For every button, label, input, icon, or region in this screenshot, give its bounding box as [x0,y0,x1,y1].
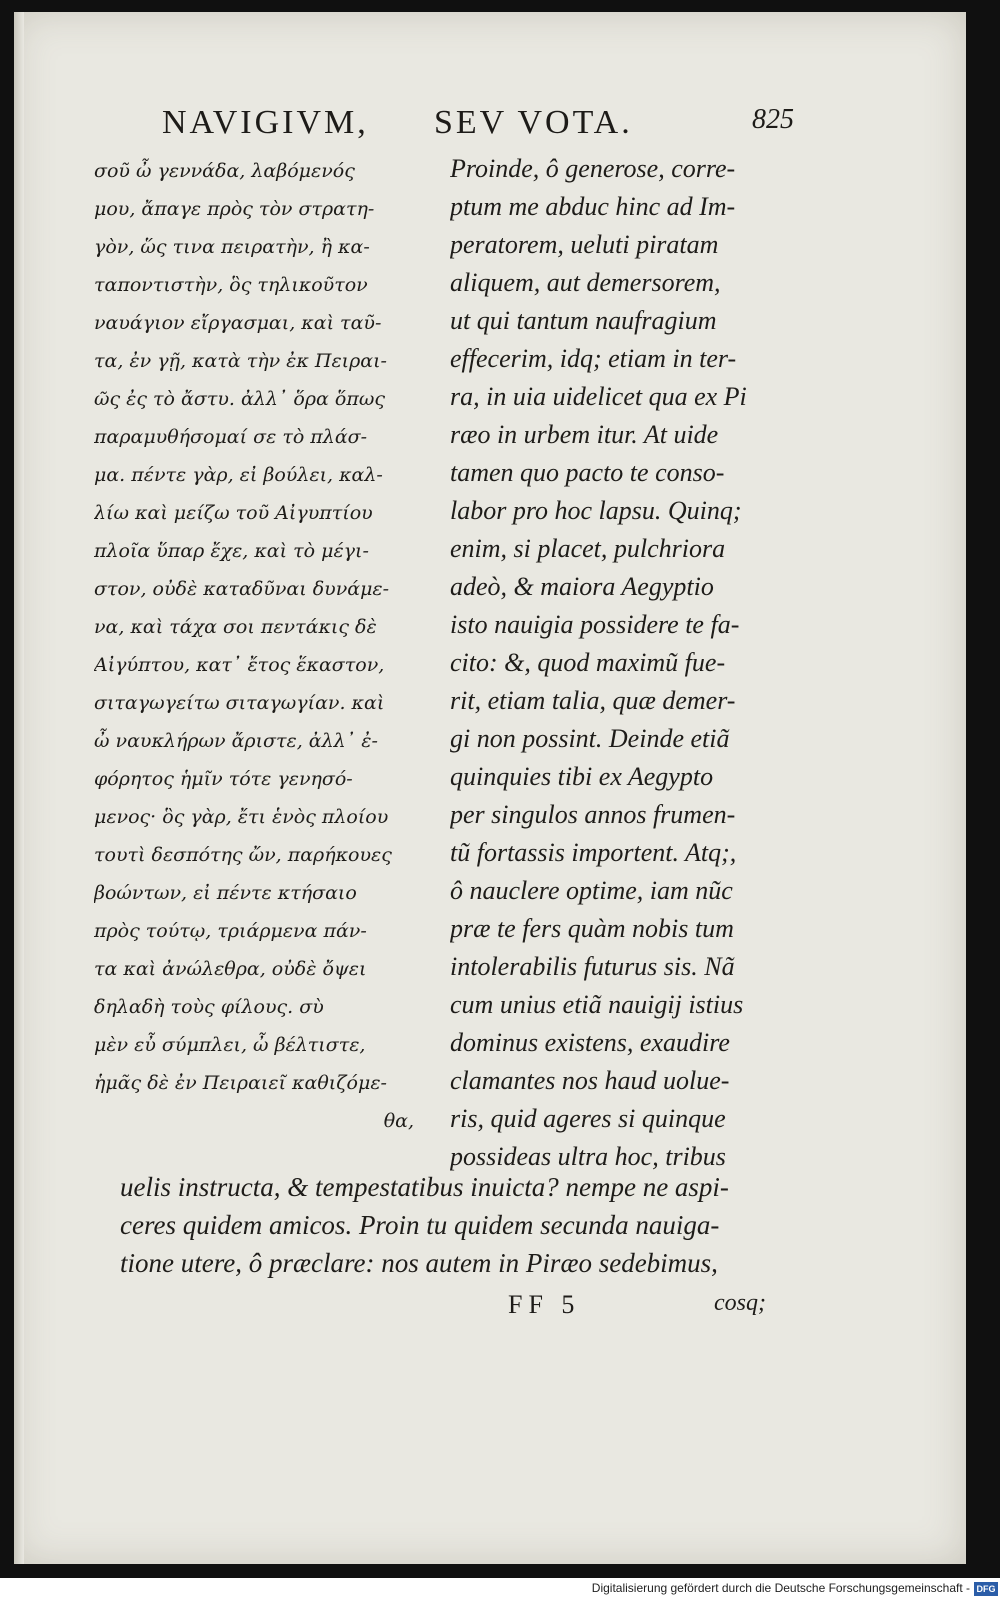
greek-line: θα, [383,1110,414,1132]
greek-line: μου, ἄπαγε πρὸς τὸν στρατη- [94,198,375,220]
greek-line: πλοῖα ὕπαρ ἔχε, καὶ τὸ μέγι- [94,540,369,562]
greek-line: δηλαδὴ τοὺς φίλους. σὺ [94,996,324,1018]
greek-line: μα. πέντε γὰρ, εἰ βούλει, καλ- [94,464,383,486]
greek-line: στον, οὐδὲ καταδῦναι δυνάμε- [94,578,390,600]
latin-line: possideas ultra hoc, tribus [450,1142,726,1171]
latin-line: ris, quid ageres si quinque [450,1104,726,1133]
latin-line: cito: &, quod maximũ fue- [450,648,726,677]
greek-text-column [94,152,424,1140]
latin-line: enim, si placet, pulchriora [450,534,726,563]
page-binding-edge [14,12,24,1564]
latin-line: Proinde, ô generose, corre- [450,154,736,183]
greek-line: σοῦ ὦ γεννάδα, λαβόμενός [94,160,355,182]
greek-line: σιταγωγείτω σιταγωγίαν. καὶ [94,692,385,714]
latin-line: dominus existens, exaudire [450,1028,730,1057]
full-width-line: tione utere, ô præclare: nos autem in Piræo sedebimus, [120,1248,718,1278]
latin-line: isto nauigia possidere te fa- [450,610,740,639]
greek-line: τουτὶ δεσπότης ὤν, παρήκουες [94,844,392,866]
greek-line: βοώντων, εἰ πέντε κτήσαιο [94,882,357,904]
greek-line: γὸν, ὥς τινα πειρατὴν, ἢ κα- [94,236,370,258]
latin-line: labor pro hoc lapsu. Quinq; [450,496,742,525]
greek-line: παραμυθήσομαί σε τὸ πλάσ- [94,426,368,448]
latin-line: gi non possint. Deinde etiã [450,724,730,753]
running-header [162,104,794,154]
full-width-line: uelis instructa, & tempestatibus inuicta? nempe ne aspi- [120,1172,729,1202]
credit-bar [0,1578,1000,1600]
greek-line: λίω καὶ μείζω τοῦ Αἰγυπτίου [94,502,373,524]
latin-text-column [450,150,780,1176]
latin-line: per singulos annos frumen- [450,800,736,829]
book-page [14,12,966,1564]
latin-line: ra, in uia uidelicet qua ex Pi [450,382,747,411]
latin-line: ut qui tantum naufragium [450,306,717,335]
greek-line: Αἰγύπτου, κατ᾽ ἔτος ἕκαστον, [94,654,385,676]
greek-line: να, καὶ τάχα σοι πεντάκις δὲ [94,616,377,638]
latin-line: effecerim, idq; etiam in ter- [450,344,737,373]
latin-line: præ te fers quàm nobis tum [450,914,734,943]
latin-line: ô nauclere optime, iam nũc [450,876,733,905]
latin-line: ræo in urbem itur. At uide [450,420,719,449]
greek-line: ἡμᾶς δὲ ἐν Πειραιεῖ καθιζόμε- [94,1072,387,1094]
greek-line: πρὸς τούτῳ, τριάρμενα πάν- [94,920,367,942]
page-number: 825 [752,104,794,135]
page-footer [14,1290,966,1330]
latin-line: peratorem, ueluti piratam [450,230,719,259]
greek-line: τα, ἐν γῇ, κατὰ τὴν ἐκ Πειραι- [94,350,387,372]
greek-line: ὦ ναυκλήρων ἄριστε, ἀλλ᾽ ἐ- [94,730,378,752]
greek-line: μὲν εὖ σύμπλει, ὦ βέλτιστε, [94,1034,366,1056]
latin-line: cum unius etiã nauigij istius [450,990,744,1019]
latin-line: adeò, & maiora Aegyptio [450,572,714,601]
header-title-middle: SEV VOTA. [434,104,633,141]
greek-line: ταποντιστὴν, ὃς τηλικοῦτον [94,274,368,296]
catchword: cosq; [714,1290,766,1316]
greek-line: τα καὶ ἀνώλεθρα, οὐδὲ ὄψει [94,958,367,980]
dfg-logo: DFG [974,1582,998,1596]
latin-line: aliquem, aut demersorem, [450,268,721,297]
latin-line: rit, etiam talia, quæ demer- [450,686,736,715]
latin-line: quinquies tibi ex Aegypto [450,762,714,791]
full-width-text [120,1168,790,1282]
greek-line: ναυάγιον εἴργασμαι, καὶ ταῦ- [94,312,382,334]
latin-line: intolerabilis futurus sis. Nã [450,952,735,981]
latin-line: tũ fortassis importent. Atq;, [450,838,737,867]
greek-line: μενος· ὃς γὰρ, ἔτι ἑνὸς πλοίου [94,806,389,828]
header-title-left: NAVIGIVM, [162,104,369,141]
credit-text: Digitalisierung gefördert durch die Deutsche Forschungsgemeinschaft - [591,1581,970,1595]
greek-line: φόρητος ἡμῖν τότε γενησό- [94,768,353,790]
latin-line: ptum me abduc hinc ad Im- [450,192,736,221]
latin-line: tamen quo pacto te conso- [450,458,725,487]
latin-line: clamantes nos haud uolue- [450,1066,730,1095]
signature-mark: FF 5 [508,1290,581,1319]
full-width-line: ceres quidem amicos. Proin tu quidem secunda nauiga- [120,1210,720,1240]
greek-line: ῶς ἐς τὸ ἄστυ. ἀλλ᾽ ὅρα ὅπως [94,388,385,410]
